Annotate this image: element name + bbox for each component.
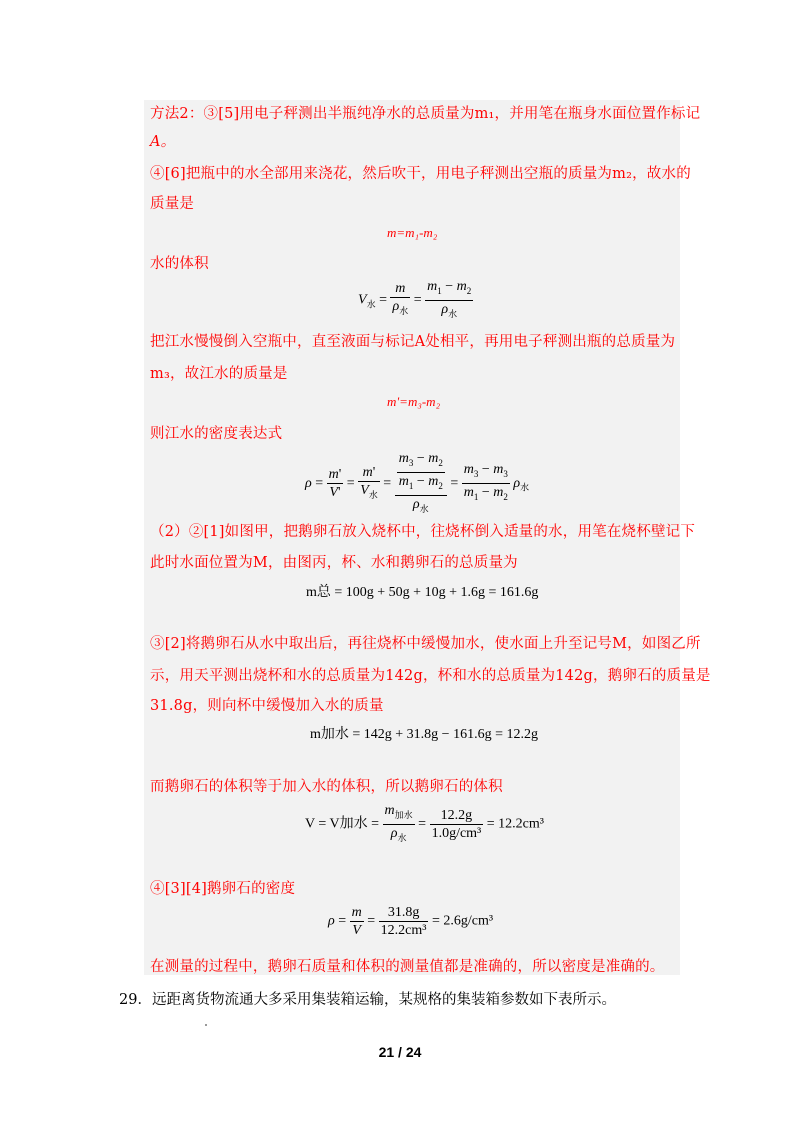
stray-mark <box>205 1024 207 1026</box>
text-line: A。 <box>150 134 176 150</box>
formula-river-density: ρ = $\frac{m'}{V'}$ = $\frac{m'}{V_水}$ = $\frac{\frac{m_3 - m_2}{m_1 - m_2}}{\rho_水}$ = $\frac{m_3 - m_3}{m_1 - m_2}$ $\rho_水$ <box>305 451 530 514</box>
text-line: 此时水面位置为M，由图丙，杯、水和鹅卵石的总质量为 <box>150 555 518 571</box>
density-num: 31.8g <box>379 904 429 922</box>
density-den: 12.2cm³ <box>380 923 427 938</box>
equation-water-mass: m=m₁-m₂ <box>387 225 438 240</box>
text-line: 在测量的过程中，鹅卵石质量和体积的测量值都是准确的，所以密度是准确的。 <box>150 959 665 975</box>
question-29: 29．远距离货物流通大多采用集装箱运输，某规格的集装箱参数如下表所示。 <box>119 992 616 1008</box>
text-line: ④[3][4]鹅卵石的密度 <box>150 881 296 897</box>
text-line: （2）②[1]如图甲，把鹅卵石放入烧杯中，往烧杯倒入适量的水，用笔在烧杯壁记下 <box>150 524 696 540</box>
text-line: 水的体积 <box>150 256 209 272</box>
formula-stone-density: ρ = $\frac{m}{V}$ = $\frac{31.8g}{\text{12.2cm³}}$ = 2.6g/cm³ <box>328 905 494 938</box>
text-line: 质量是 <box>150 196 195 212</box>
text-line: 示，用天平测出烧杯和水的总质量为142g，杯和水的总质量为142g，鹅卵石的质量是 <box>150 668 711 684</box>
text-line: ③[2]将鹅卵石从水中取出后，再往烧杯中缓慢加水，使水面上升至记号M，如图乙所 <box>150 636 701 652</box>
volume-lhs: V = V加水 = <box>305 816 380 832</box>
formula-added-water-mass: m加水 = 142g + 31.8g − 161.6g = 12.2g <box>310 727 538 742</box>
formula-total-mass: m总 = 100g + 50g + 10g + 1.6g = 161.6g <box>306 585 539 600</box>
volume-result: = 12.2cm³ <box>486 816 544 832</box>
text-line: 而鹅卵石的体积等于加入水的体积，所以鹅卵石的体积 <box>150 779 503 795</box>
text-line: 则江水的密度表达式 <box>150 426 283 442</box>
text-line: 方法2：③[5]用电子秤测出半瓶纯净水的总质量为m₁，并用笔在瓶身水面位置作标记 <box>150 106 701 122</box>
formula-water-volume: $V_水$ = $\frac{m}{\rho_水}$ = $\frac{m_1 - m_2}{\rho_水}$ <box>358 279 472 319</box>
text-line: 把江水慢慢倒入空瓶中，直至液面与标记A处相平，再用电子秤测出瓶的总质量为 <box>150 334 676 350</box>
text-line: ④[6]把瓶中的水全部用来浇花，然后吹干，用电子秤测出空瓶的质量为m₂，故水的 <box>150 166 691 182</box>
text-line: 31.8g，则向杯中缓慢加入水的质量 <box>150 698 384 714</box>
formula-stone-volume: V = V加水 = $\frac{m_{加水}}{\rho_水}$ = $\frac{12.2g}{\text{1.0g/cm³}}$ = 12.2cm³ <box>305 803 544 843</box>
page-number: 21 / 24 <box>378 1044 422 1060</box>
volume-den: 1.0g/cm³ <box>431 825 482 841</box>
volume-num: 12.2g <box>430 807 484 825</box>
density-result: = 2.6g/cm³ <box>431 913 494 929</box>
text-line: m₃，故江水的质量是 <box>150 366 288 382</box>
equation-river-mass: m'=m₃-m₂ <box>387 394 441 409</box>
